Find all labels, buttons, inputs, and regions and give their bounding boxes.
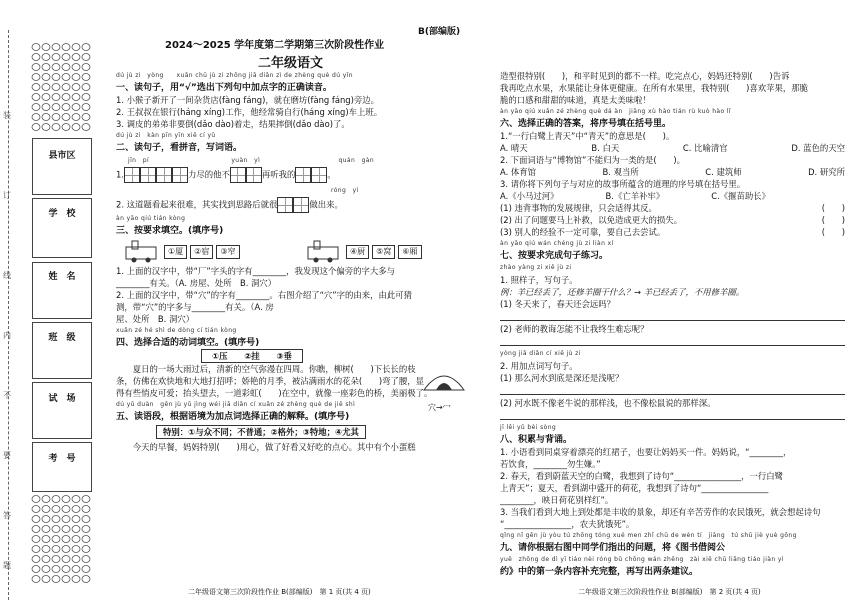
q8-item: 上青天”；夏天，看到湖中盛开的荷花，我想到了诗句“________________ (500, 483, 769, 493)
q7-2: 2. 用加点词写句子。 (500, 361, 578, 371)
q6-3-row (500, 202, 845, 214)
pinyin-line: dú jù zi kàn pīn yīn xiě cí yǔ (116, 132, 216, 139)
decorative-dots-top (30, 42, 92, 132)
q6-3-options (500, 190, 770, 202)
q8-item: 2. 春天，看到蔚蓝天空的白鹭，我想到了诗句“________________，一行白鹭 (500, 471, 783, 481)
q7-1-item: (2) 老师的教诲怎能不让我终生难忘呢？ (500, 324, 649, 334)
p2-text: 造型很特别( )，和平时见到的都不一样。吃完点心，妈妈还特别( )告诉 (500, 71, 790, 81)
q8-item: 3. 当我们看到大地上到处都是丰收的景象，却还有辛苦劳作的农民饿死，就会想起诗句 (500, 507, 821, 517)
q3-item: 屋、处所 B. 洞穴） (116, 314, 195, 324)
q6-3-item: (3) 别人的经验不一定可靠，要自己去尝试。 (500, 227, 666, 237)
answer-blank[interactable]: ( ) (821, 215, 845, 225)
q7-2-item: (1) 那么河水到底是深还是浅呢？ (500, 373, 624, 383)
pinyin-line: dú yǔ duàn gēn jù yǔ jìng wéi jiā diǎn cí xuǎn zé zhèng què de jiě shì (116, 401, 356, 408)
q2-line-2 (116, 197, 472, 213)
answer-blank[interactable]: ( ) (821, 203, 845, 213)
pinyin-line: xuǎn zé hé shì de dòng cí tián kòng (116, 327, 237, 334)
binding-char: 题 (3, 561, 11, 570)
train-car: ①厦 (164, 245, 187, 259)
train-car: ③窄 (216, 245, 239, 259)
pinyin-hint: róng yì (331, 187, 359, 194)
writing-grid[interactable] (246, 167, 262, 183)
binding-char: 订 (3, 191, 11, 200)
binding-char: 答 (3, 511, 11, 520)
p2-text: 我再吃点水果，水果能让身体更健康。在所有水果里，我特别( )喜欢苹果，那脆 (500, 83, 809, 93)
q6-3-item: (1) 违背事物的发展规律，只会适得其反。 (500, 203, 657, 213)
pinyin-line: zhào yàng zi xiě jù zi (500, 264, 572, 271)
county-field[interactable] (32, 138, 92, 195)
q7-example: 例：羊已经丢了，还修羊圈干什么？→ 羊已经丢了，不用修羊圈。 (500, 287, 745, 297)
q7-1-item: (1) 冬天来了，春天还会远吗？ (500, 299, 616, 309)
binding-char: 内 (3, 331, 11, 340)
option[interactable]: D. 蓝色的天空 (791, 143, 845, 153)
section-2-title: 二、读句子，看拼音，写词语。 (116, 143, 243, 153)
q8-item: “________________，农夫犹饿死”。 (500, 519, 635, 529)
name-label: 姓 名 (48, 272, 76, 282)
section-3-title: 三、按要求填空。(填序号) (116, 226, 224, 236)
q6-3-row (500, 214, 845, 226)
answer-line[interactable] (500, 409, 845, 420)
page-2-footer: 二年级语文第三次阶段性作业 B(部编版) 第 2 页(共 4 页) (578, 588, 761, 596)
meaning-options: 特别：①与众不同；不普通；②格外；③特地；④尤其 (156, 425, 366, 439)
q6-2: 2. 下面词语与“博物馆”不能归为一类的是( )。 (500, 155, 685, 165)
binding-char: 线 (3, 271, 11, 280)
section-9-title-2: 约》中的第一条内容补充完整，再写出两条建议。 (500, 567, 699, 577)
p2-text: 脆的口感和甜甜的味道，真是太美味啦！ (500, 95, 651, 105)
q1-item: 1. 小猴子新开了一间杂货店(fàng fáng)，就在磨坊(fàng fáng)旁边。 (116, 95, 379, 105)
pinyin-line: àn yāo qiú xuǎn zé zhèng què dá àn jiāng xù hào tián rù kuò hào lǐ (500, 108, 732, 115)
page-2 (500, 70, 845, 578)
option[interactable]: D. 研究所 (808, 167, 845, 177)
q6-2-options (500, 166, 845, 178)
writing-grid[interactable] (311, 167, 327, 183)
pinyin-line: qǐng nǐ gēn jù yòu tú zhōng tóng xué men zhǐ chū de wèn tí jiāng tú shū jiè yuè gōng (500, 532, 797, 539)
option: A.《小马过河》 (500, 191, 559, 201)
answer-line[interactable] (500, 384, 845, 395)
q2-line-1 (116, 167, 472, 185)
q6-3-row (500, 226, 845, 238)
section-7-title: 七、按要求完成句子练习。 (500, 251, 609, 261)
option[interactable]: A. 体育馆 (500, 167, 537, 177)
binding-char: 要 (3, 451, 11, 460)
q4-text: 条，仿佛在欢快地和大地打招呼；娇艳的月季，被沾满雨水的花朵( )弯了腰，显 (116, 376, 425, 386)
pinyin-line: yòng jiā diǎn cí xiě jù zi (500, 350, 581, 357)
section-6-title: 六、选择正确的答案，将序号填在括号里。 (500, 119, 672, 129)
option[interactable]: B. 白天 (591, 143, 620, 153)
option[interactable]: C. 比喻清官 (682, 143, 728, 153)
exam-number-field[interactable] (32, 442, 92, 492)
binding-char: 装 (3, 111, 11, 120)
pinyin-line: àn yāo qiú tián kòng (116, 215, 186, 222)
page-1 (116, 70, 472, 453)
q2-text: 2. 这道题看起来很难，其实找到思路后就很 (116, 199, 278, 210)
q2-number: 1. (116, 169, 124, 180)
edition-label: B(部编版) (418, 27, 461, 37)
q2-text: 。 (327, 169, 336, 180)
q5-text: 今天的早餐，妈妈特别( )用心，做了好看又好吃的点心。其中有个小蛋糕 (116, 442, 416, 452)
q6-3-item: (2) 出了问题要马上补救，以免造成更大的损失。 (500, 215, 683, 225)
train-engine-icon (124, 239, 164, 263)
class-label: 班 级 (48, 333, 76, 343)
name-field[interactable] (32, 262, 92, 319)
q8-item: 1. 小语看到同桌穿着漂亮的红裙子，也要让妈妈买一件。妈妈说，“________， (500, 447, 792, 457)
pinyin-line: yuē zhōng de dì yī tiáo nèi róng bǔ chōng wán zhěng zài xiě chū liǎng tiáo jiàn yì (500, 556, 784, 563)
q6-3: 3. 请你将下列句子与对应的故事所蕴含的道理的序号填在括号里。 (500, 179, 746, 189)
q2-text: 做出来。 (309, 199, 343, 210)
subject-title: 二年级语文 (258, 56, 324, 71)
train-engine-icon (306, 239, 346, 263)
option[interactable]: C. 建筑师 (705, 167, 742, 177)
q7-1: 1. 照样子，写句子。 (500, 275, 578, 285)
q6-1: 1.“一行白鹭上青天”中“青天”的意思是( )。 (500, 131, 675, 141)
section-8-title: 八、积累与背诵。 (500, 435, 573, 445)
answer-line[interactable] (500, 335, 845, 346)
answer-line[interactable] (500, 310, 845, 321)
section-9-title: 九、请你根据右图中同学们指出的问题，将《图书借阅公 (500, 543, 726, 553)
q7-2-item: (2) 河水既不像老牛说的那样浅，也不像松鼠说的那样深。 (500, 398, 716, 408)
q2-text: 力尽的他不 (188, 169, 230, 180)
q2-pinyin-row (116, 155, 472, 167)
option: B.《亡羊补牢》 (605, 191, 665, 201)
option[interactable]: B. 观当所 (602, 167, 639, 177)
answer-blank[interactable]: ( ) (821, 227, 845, 237)
option[interactable]: A. 晴天 (500, 143, 528, 153)
train-car: ⑤窝 (372, 245, 395, 259)
cave-icon (420, 360, 468, 400)
q8-item: 若饮食，________勿生嫌。” (500, 459, 601, 469)
q3-item: 2. 上面的汉字中，带“穴”的字有________。右图介绍了“穴”字的由来，由此可猜测，带“穴”的字多与________有关。（A. 房 (116, 290, 413, 312)
q8-item: ________，映日荷花别样红”。 (500, 495, 614, 505)
q3-item: 1. 上面的汉字中，带“厂”字头的字有________，我发现这个偏旁的字大多与 (116, 266, 395, 276)
train-car: ⑥厢 (398, 245, 421, 259)
binding-char: 不 (3, 391, 11, 400)
cave-label: 穴→冖 (428, 403, 451, 412)
option: C.《揠苗助长》 (711, 191, 770, 201)
decorative-dots-bottom (30, 494, 92, 588)
verb-options: ①压 ②挂 ③垂 (201, 349, 303, 363)
writing-grid[interactable] (172, 167, 188, 183)
q3-item: ________有关。（A. 房屋、处所 B. 洞穴） (116, 278, 277, 288)
train-cars-2 (346, 245, 425, 259)
pinyin-line: jī lěi yǔ bèi sòng (500, 424, 557, 431)
pinyin-hint: jīn pí (128, 157, 150, 164)
train-car: ②宿 (190, 245, 213, 259)
q4-text: 夏日的一场大雨过后，清新的空气弥漫在四周。你瞧，柳树( )下长长的枝 (116, 364, 416, 374)
q2-text: 再听我的 (261, 169, 296, 180)
pinyin-line: àn yāo qiú wán chéng jù zi liàn xí (500, 240, 614, 247)
section-5-title: 五、读语段，根据语境为加点词选择正确的解释。(填序号) (116, 412, 350, 422)
q1-item: 2. 王叔叔在银行(háng xíng)工作，他经常骑自行(háng xíng)车上班。 (116, 107, 383, 117)
pinyin-hint: yuàn yì (231, 157, 261, 164)
page-1-footer: 二年级语文第三次阶段性作业 B(部编版) 第 1 页(共 4 页) (188, 588, 371, 596)
exam-number-label: 考 号 (48, 454, 76, 464)
school-label: 学 校 (48, 209, 76, 219)
train-cars-1 (164, 245, 243, 259)
train-car: ④厨 (346, 245, 369, 259)
section-4-title: 四、选择合适的动词填空。(填序号) (116, 338, 260, 348)
exam-room-field[interactable] (32, 382, 92, 439)
school-field[interactable] (32, 198, 92, 258)
exam-room-label: 试 场 (48, 394, 76, 404)
q6-1-options (500, 142, 845, 154)
q1-item: 3. 调皮的弟弟非要倒(dǎo dào)着走，结果摔倒(dǎo dào)了。 (116, 119, 350, 129)
section-1-title: 一、读句子，用“√”选出下列句中加点字的正确读音。 (116, 83, 332, 93)
exam-title: 2024～2025 学年度第二学期第三次阶段性作业 (165, 40, 385, 51)
class-field[interactable] (32, 322, 92, 379)
writing-grid[interactable] (293, 197, 309, 213)
q4-text: 得有些悄皮可爱；抬头望去，一道彩虹( )在空中，就像一座彩色的桥，美丽极了。 (116, 388, 433, 398)
pinyin-hint: quán gàn (338, 157, 375, 164)
pinyin-line: dú jù zi yòng xuǎn chū jù zi zhōng jiā diǎn zì de zhèng què dú yīn (116, 72, 353, 79)
county-label: 县市区 (48, 151, 76, 161)
trains (116, 237, 472, 265)
